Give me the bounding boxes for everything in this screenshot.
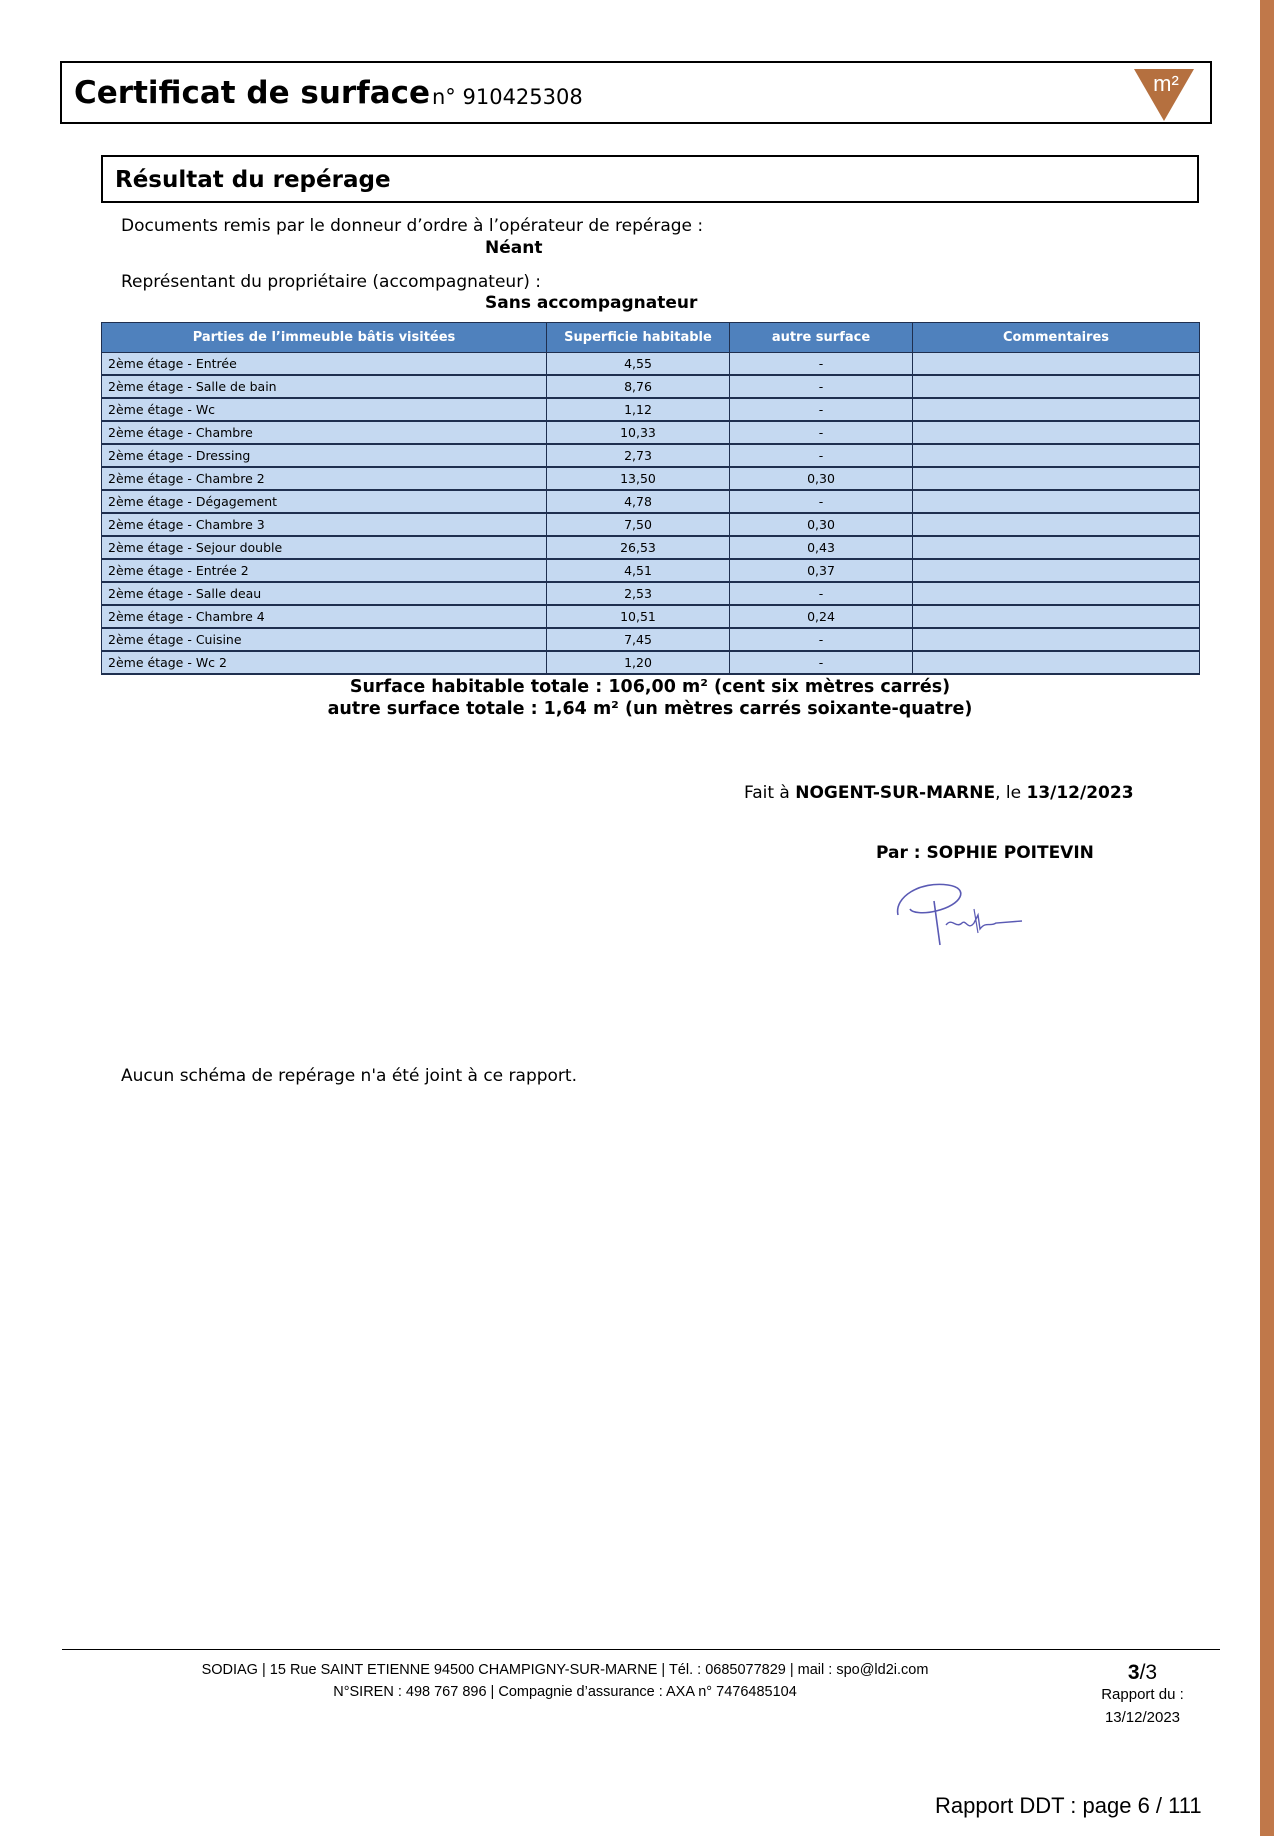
- total-other: autre surface totale : 1,64 m² (un mètres carrés soixante-quatre): [327, 699, 973, 719]
- table-header-row: [102, 323, 1200, 353]
- table-row: [102, 651, 1200, 674]
- table-row: [102, 444, 1200, 467]
- cell-comment: [913, 421, 1200, 444]
- documents-label: Documents remis par le donneur d’ordre à l’opérateur de repérage :: [121, 216, 704, 236]
- cell-other-surface: -: [730, 398, 913, 421]
- table-row: [102, 559, 1200, 582]
- cell-part: 2ème étage - Chambre 2: [102, 467, 547, 490]
- cell-habitable: 2,53: [547, 582, 730, 605]
- cell-part: 2ème étage - Dressing: [102, 444, 547, 467]
- representative-value: Sans accompagnateur: [485, 293, 698, 313]
- cell-habitable: 1,12: [547, 398, 730, 421]
- page-total: /3: [1139, 1661, 1158, 1684]
- cell-other-surface: 0,43: [730, 536, 913, 559]
- cell-other-surface: 0,24: [730, 605, 913, 628]
- table-row: [102, 536, 1200, 559]
- cell-habitable: 10,51: [547, 605, 730, 628]
- cell-comment: [913, 605, 1200, 628]
- cell-part: 2ème étage - Cuisine: [102, 628, 547, 651]
- cell-other-surface: 0,37: [730, 559, 913, 582]
- cell-habitable: 2,73: [547, 444, 730, 467]
- table-row: [102, 398, 1200, 421]
- handwritten-signature: [890, 875, 1030, 950]
- cell-habitable: 4,55: [547, 353, 730, 376]
- table-row: [102, 490, 1200, 513]
- table-row: [102, 582, 1200, 605]
- cell-comment: [913, 651, 1200, 674]
- signature-place: [744, 783, 1134, 803]
- cell-habitable: 13,50: [547, 467, 730, 490]
- certificate-title: Certificat de surface: [74, 75, 431, 111]
- table-row: [102, 353, 1200, 376]
- cell-comment: [913, 398, 1200, 421]
- cell-part: 2ème étage - Chambre 3: [102, 513, 547, 536]
- column-header-habitable: Superficie habitable: [547, 323, 730, 353]
- no-diagram-note: Aucun schéma de repérage n'a été joint à ce rapport.: [121, 1066, 577, 1086]
- cell-other-surface: -: [730, 490, 913, 513]
- cell-habitable: 4,51: [547, 559, 730, 582]
- column-header-comments: Commentaires: [913, 323, 1200, 353]
- cell-part: 2ème étage - Entrée: [102, 353, 547, 376]
- surface-table: [101, 322, 1200, 675]
- cell-comment: [913, 444, 1200, 467]
- cell-comment: [913, 628, 1200, 651]
- cell-habitable: 4,78: [547, 490, 730, 513]
- cell-part: 2ème étage - Dégagement: [102, 490, 547, 513]
- cell-part: 2ème étage - Sejour double: [102, 536, 547, 559]
- section-header: [101, 155, 1199, 203]
- cell-part: 2ème étage - Chambre: [102, 421, 547, 444]
- cell-habitable: 7,45: [547, 628, 730, 651]
- footer-divider: [62, 1649, 1220, 1650]
- cell-habitable: 8,76: [547, 375, 730, 398]
- cell-other-surface: -: [730, 375, 913, 398]
- cell-other-surface: -: [730, 628, 913, 651]
- report-label: Rapport du :: [1101, 1686, 1184, 1703]
- cell-comment: [913, 375, 1200, 398]
- cell-other-surface: -: [730, 444, 913, 467]
- cell-comment: [913, 490, 1200, 513]
- place-prefix: Fait à: [744, 783, 796, 803]
- cell-comment: [913, 582, 1200, 605]
- cell-habitable: 7,50: [547, 513, 730, 536]
- cell-part: 2ème étage - Wc 2: [102, 651, 547, 674]
- report-date: 13/12/2023: [1104, 1709, 1181, 1726]
- page-number-block: [1080, 1661, 1205, 1728]
- total-habitable: Surface habitable totale : 106,00 m² (cent six mètres carrés): [349, 677, 951, 697]
- m2-logo-icon: [1132, 67, 1196, 123]
- cell-other-surface: -: [730, 421, 913, 444]
- certificate-number: n° 910425308: [432, 85, 583, 109]
- cell-habitable: 26,53: [547, 536, 730, 559]
- section-title: Résultat du repérage: [115, 167, 391, 193]
- cell-part: 2ème étage - Salle deau: [102, 582, 547, 605]
- signature-date: 13/12/2023: [1026, 783, 1134, 803]
- table-row: [102, 605, 1200, 628]
- certificate-header: [60, 61, 1212, 124]
- cell-other-surface: 0,30: [730, 467, 913, 490]
- cell-comment: [913, 353, 1200, 376]
- ddt-page-number: Rapport DDT : page 6 / 111: [935, 1793, 1202, 1818]
- city: NOGENT-SUR-MARNE: [795, 783, 996, 803]
- cell-habitable: 10,33: [547, 421, 730, 444]
- table-row: [102, 421, 1200, 444]
- cell-part: 2ème étage - Wc: [102, 398, 547, 421]
- column-header-other: autre surface: [730, 323, 913, 353]
- logo-text: m²: [1153, 71, 1179, 96]
- cell-other-surface: -: [730, 353, 913, 376]
- table-row: [102, 375, 1200, 398]
- table-row: [102, 467, 1200, 490]
- cell-other-surface: -: [730, 651, 913, 674]
- cell-part: 2ème étage - Entrée 2: [102, 559, 547, 582]
- cell-comment: [913, 513, 1200, 536]
- representative-label: Représentant du propriétaire (accompagnateur) :: [121, 272, 541, 292]
- footer-registration: N°SIREN : 498 767 896 | Compagnie d’assurance : AXA n° 7476485104: [333, 1684, 797, 1700]
- documents-value: Néant: [485, 238, 543, 258]
- cell-part: 2ème étage - Chambre 4: [102, 605, 547, 628]
- table-row: [102, 628, 1200, 651]
- cell-comment: [913, 536, 1200, 559]
- footer-company: SODIAG | 15 Rue SAINT ETIENNE 94500 CHAMPIGNY-SUR-MARNE | Tél. : 0685077829 | mail : spo@ld2i.com: [201, 1662, 929, 1678]
- cell-habitable: 1,20: [547, 651, 730, 674]
- date-prefix: , le: [995, 783, 1027, 803]
- cell-comment: [913, 467, 1200, 490]
- cell-other-surface: 0,30: [730, 513, 913, 536]
- column-header-parts: Parties de l’immeuble bâtis visitées: [102, 323, 547, 353]
- cell-other-surface: -: [730, 582, 913, 605]
- table-row: [102, 513, 1200, 536]
- cell-comment: [913, 559, 1200, 582]
- cell-part: 2ème étage - Salle de bain: [102, 375, 547, 398]
- signatory: Par : SOPHIE POITEVIN: [876, 843, 1094, 863]
- page-edge-band: [1260, 0, 1274, 1836]
- page-current: 3: [1127, 1661, 1140, 1684]
